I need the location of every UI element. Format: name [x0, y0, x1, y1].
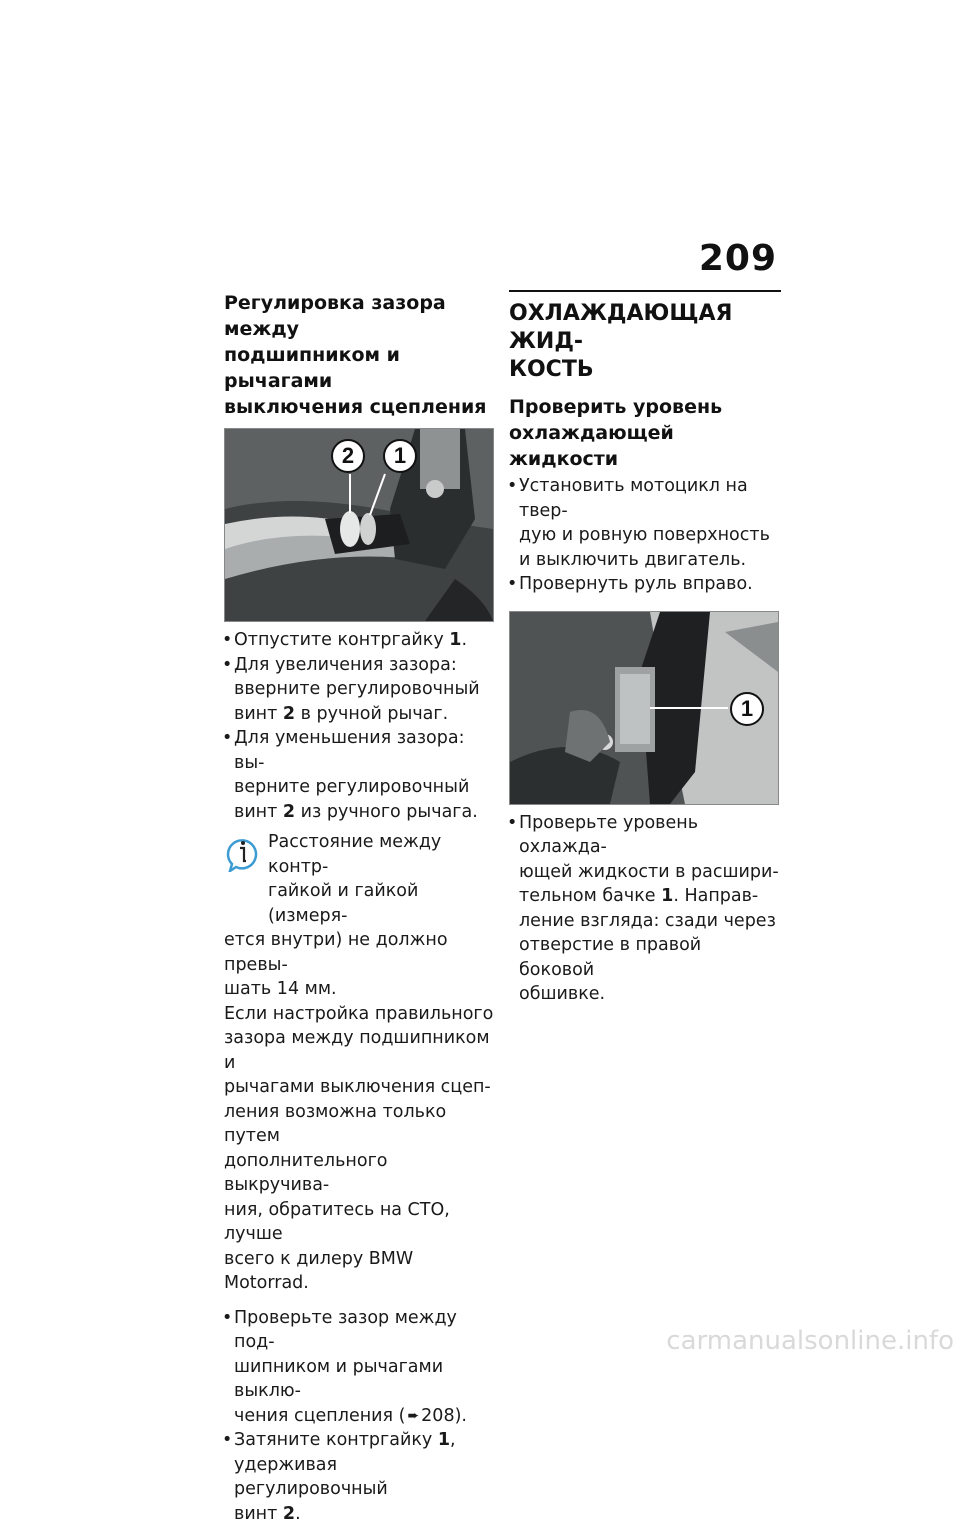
- note-line: ется внутри) не должно превы-: [224, 928, 494, 977]
- heading-line: выключения сцепления: [224, 394, 494, 420]
- figure-clutch-lever: [224, 428, 494, 622]
- list-item: [224, 653, 494, 727]
- heading-line: охлаждающей жидкости: [509, 420, 781, 472]
- step-text: в ручной рычаг.: [295, 704, 448, 724]
- step-line: ющей жидкости в расшири-: [519, 860, 781, 885]
- list-item: [509, 572, 781, 597]
- heading-line: ОХЛАЖДАЮЩАЯ ЖИД-: [509, 300, 781, 356]
- step-text: винт: [234, 802, 283, 822]
- step-text: винт: [234, 704, 283, 724]
- note-line: дополнительного выкручива-: [224, 1149, 494, 1198]
- step-text: . Направ-: [673, 886, 758, 906]
- note-line: ния, обратитесь на СТО, лучше: [224, 1198, 494, 1247]
- step-text: Затяните контргайку: [234, 1430, 438, 1450]
- ref-number: 2: [283, 802, 295, 822]
- step-text: ).: [455, 1406, 467, 1426]
- note-line: Расстояние между контр-: [224, 830, 494, 879]
- section-heading-check-coolant: [509, 394, 781, 472]
- step-line: и выключить двигатель.: [519, 548, 781, 573]
- list-item: [224, 628, 494, 653]
- note-line: ления возможна только путем: [224, 1100, 494, 1149]
- ref-number: 2: [283, 1504, 295, 1524]
- step-text: ,: [450, 1430, 456, 1450]
- step-line: вверните регулировочный: [234, 677, 494, 702]
- note-line: Если настройка правильного: [224, 1002, 494, 1027]
- note-line: шать 14 мм.: [224, 977, 494, 1002]
- step-line: ление взгляда: сзади через: [519, 909, 781, 934]
- list-item: [509, 474, 781, 572]
- steps-list-2: [224, 1306, 494, 1526]
- heading-line: подшипником и рычагами: [224, 342, 494, 394]
- step-text: .: [461, 630, 467, 650]
- callout-1: 1: [730, 692, 764, 726]
- callout-1: 1: [383, 439, 417, 473]
- figure-coolant-reservoir: [509, 611, 779, 805]
- ref-number: 1: [449, 630, 461, 650]
- ref-number: 2: [283, 704, 295, 724]
- info-icon: [224, 832, 260, 872]
- page-ref-link[interactable]: 208: [421, 1406, 454, 1426]
- chapter-heading-coolant: [509, 290, 781, 384]
- list-item: [224, 726, 494, 824]
- step-line: дую и ровную поверхность: [519, 523, 781, 548]
- step-line: шипником и рычагами выклю-: [234, 1355, 494, 1404]
- note-line: рычагами выключения сцеп-: [224, 1075, 494, 1100]
- heading-line: Регулировка зазора между: [224, 290, 494, 342]
- step-text: из ручного рычага.: [295, 802, 478, 822]
- step-text: винт: [234, 1504, 283, 1524]
- step-line: • Проверьте уровень охлажда-: [519, 811, 781, 860]
- step-text: Отпустите контргайку: [234, 630, 449, 650]
- note-line: гайкой и гайкой (измеря-: [224, 879, 494, 928]
- steps-list-4: [509, 811, 781, 1007]
- list-item: [224, 1428, 494, 1526]
- step-text: чения сцепления (: [234, 1406, 405, 1426]
- page-ref-arrow-icon: ➨: [407, 1404, 419, 1429]
- note-line: зазора между подшипником и: [224, 1026, 494, 1075]
- list-item: [224, 1306, 494, 1429]
- step-text: тельном бачке: [519, 886, 661, 906]
- list-item: [509, 811, 781, 1007]
- steps-list-1: [224, 628, 494, 824]
- callout-2: 2: [331, 439, 365, 473]
- watermark: carmanualsonline.info: [666, 1326, 954, 1356]
- step-line: • Для уменьшения зазора: вы-: [234, 726, 494, 775]
- info-note: [224, 830, 494, 1296]
- step-line: • Проверьте зазор между под-: [234, 1306, 494, 1355]
- step-line: • Провернуть руль вправо.: [519, 572, 781, 597]
- step-text: .: [295, 1504, 301, 1524]
- right-column: [509, 290, 781, 1007]
- section-heading-clutch-gap: [224, 290, 494, 420]
- step-line: • Для увеличения зазора:: [234, 653, 494, 678]
- step-line: • Установить мотоцикл на твер-: [519, 474, 781, 523]
- heading-line: Проверить уровень: [509, 394, 781, 420]
- ref-number: 1: [438, 1430, 450, 1450]
- step-line: обшивке.: [519, 982, 781, 1007]
- page-number: 209: [699, 238, 777, 279]
- note-line: всего к дилеру BMW Motorrad.: [224, 1247, 494, 1296]
- ref-number: 1: [661, 886, 673, 906]
- step-line: удерживая регулировочный: [234, 1453, 494, 1502]
- steps-list-3: [509, 474, 781, 597]
- step-line: верните регулировочный: [234, 775, 494, 800]
- step-line: отверстие в правой боковой: [519, 933, 781, 982]
- left-column: [224, 290, 494, 1526]
- heading-line: КОСТЬ: [509, 356, 781, 384]
